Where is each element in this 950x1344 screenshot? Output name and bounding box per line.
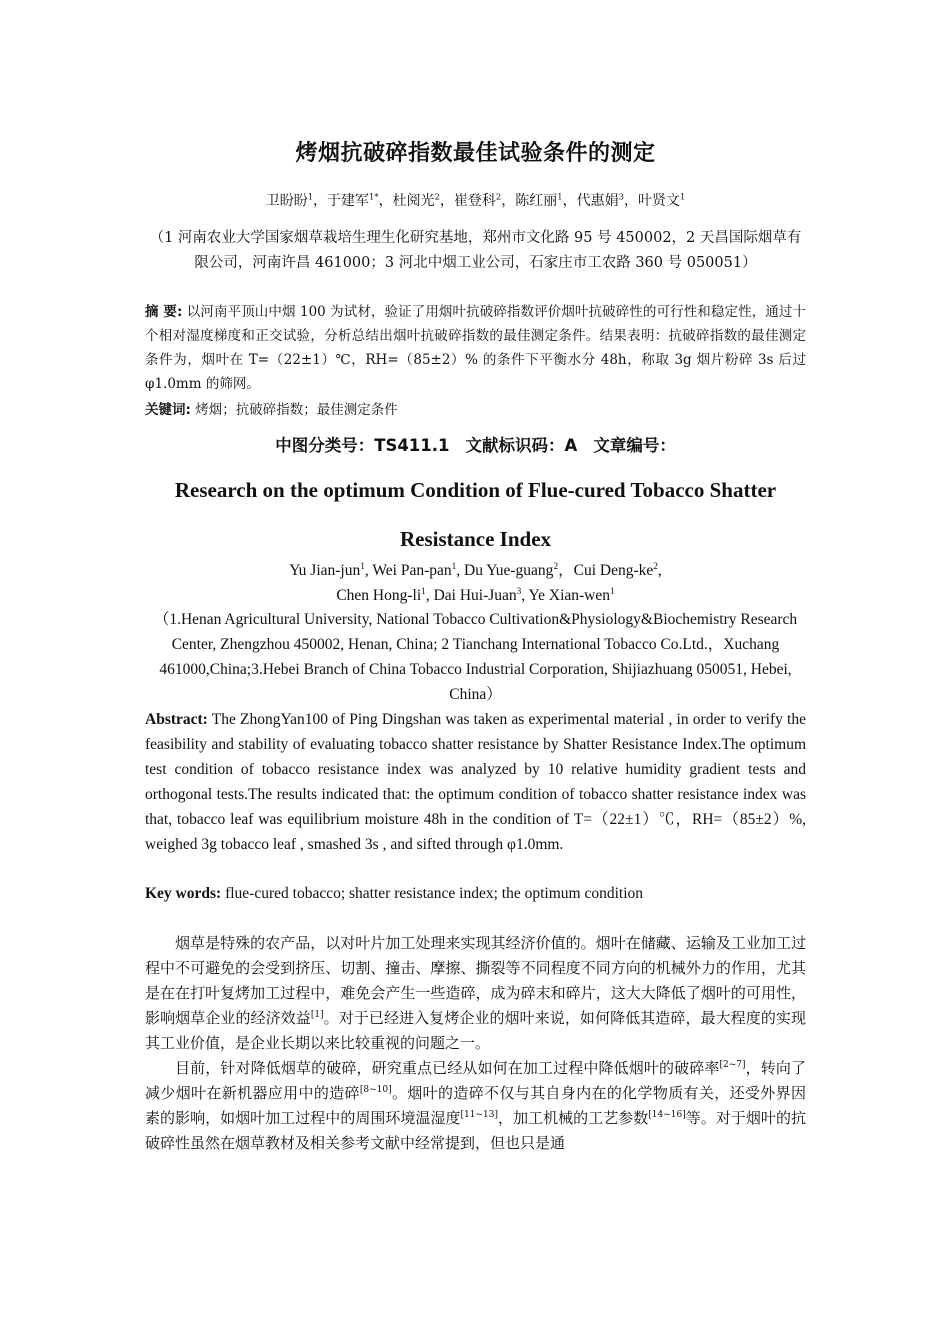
author-separator: ， [439,193,454,209]
keywords-text: 烤烟；抗破碎指数；最佳测定条件 [190,402,398,418]
body-text [145,931,806,1156]
author-affiliation-mark: 1 [610,586,615,597]
author-affiliation-mark: 3 [618,191,624,202]
abstract-english [145,707,806,857]
authors-chinese [145,190,806,210]
abstract-label: 摘 要: [145,304,183,320]
author-affiliation-mark: 1 [451,561,457,572]
abstract-en-label: Abstract: [145,711,208,728]
author-name: Dai Hui-Juan [433,587,517,604]
author-separator: ， [623,193,638,209]
keywords-en-text: flue-cured tobacco; shatter resistance index; the optimum condition [221,885,644,902]
document-code: 文献标识码：A [465,436,578,455]
abstract-en-text: The ZhongYan100 of Ping Dingshan was taken as experimental material , in order to verify the feasibility and stability of evaluating tobacco shatter resistance by Shatter Resistance Index.The optimum test condition of tobacco resistance index was analyzed by 10 relative humidity gradient tests and orthogonal tests.The results indicated that: the optimum condition of tobacco shatter resistance index was that, tobacco leaf was equilibrium moisture 48h in the condition of T=（22±1）℃，RH=（85±2）%, weighed 3g tobacco leaf , smashed 3s , and sifted through φ1.0mm. [145,711,806,853]
authors-english-line-1 [145,558,806,583]
author-affiliation-mark: 2 [495,191,502,202]
author-name: Yu Jian-jun [289,562,361,579]
author-separator: ， [313,193,328,209]
author-affiliation-mark: 1 [557,191,563,202]
paragraph-2: 目前，针对降低烟草的破碎，研究重点已经从如何在加工过程中降低烟叶的破碎率[2~7]，转向了减少烟叶在新机器应用中的造碎[8~10]。烟叶的造碎不仅与其自身内在的化学物质有关，还受外界因素的影响，如烟叶加工过程中的周围环境温湿度[11~13]，加工机械的工艺参数[14~16]等。对于烟叶的抗破碎性虽然在烟草教材及相关参考文献中经常提到，但也只是通 [145,1059,806,1152]
author-separator: , [425,587,434,604]
paragraph-1: 烟草是特殊的农产品，以对叶片加工处理来实现其经济价值的。烟叶在储藏、运输及工业加工过程中不可避免的会受到挤压、切割、撞击、摩擦、撕裂等不同程度不同方向的机械外力的作用，尤其是在在打叶复烤加工过程中，难免会产生一些造碎，成为碎末和碎片，这大大降低了烟叶的可用性，影响烟草企业的经济效益[1]。对于已经进入复烤企业的烟叶来说，如何降低其造碎，最大程度的实现其工业价值，是企业长期以来比较重视的问题之一。 [145,934,806,1052]
author-name: 于建军 [327,193,370,209]
author-affiliation-mark: 1 [679,191,686,202]
author-affiliation-mark: 3 [516,586,522,597]
author-affiliation-mark: 1 [360,561,365,572]
citation: [8~10] [359,1085,392,1095]
author-separator: , [657,562,662,579]
author-name: Du Yue-guang [464,562,554,579]
author-name: Cui Deng-ke [573,562,654,579]
abstract-chinese [145,300,806,396]
title-chinese: 烤烟抗破碎指数最佳试验条件的测定 [295,141,656,166]
author-separator: , [364,562,373,579]
authors-english [145,558,806,608]
author-name: Wei Pan-pan [372,562,452,579]
affiliation-english: （1.Henan Agricultural University, National Tobacco Cultivation&Physiology&Biochemistry Research Center, Zhengzhou 450002, Henan, China; 2 Tianchang International Tobacco Co.Ltd.，Xuchang 461000,China;3.Hebei Branch of China Tobacco Industrial Corporation, Shijiazhuang 050051, Hebei, China） [153,611,798,703]
author-separator: ， [378,193,393,209]
abstract-text: 以河南平顶山中烟 100 为试材，验证了用烟叶抗破碎指数评价烟叶抗破碎性的可行性和稳定性，通过十个相对湿度梯度和正交试验，分析总结出烟叶抗破碎指数的最佳测定条件。结果表明：抗破碎指数的最佳测定条件为，烟叶在 T=（22±1）℃，RH=（85±2）% 的条件下平衡水分 48h，称取 3g 烟片粉碎 3s 后过 φ1.0mm 的筛网。 [145,304,806,392]
author-name: Chen Hong-li [336,587,422,604]
authors-english-line-2 [145,583,806,608]
citation: [1] [310,1010,324,1020]
author-name: 代惠娟 [576,193,619,209]
author-affiliation-mark: 1 [421,586,426,597]
author-name: 卫盼盼 [265,193,308,209]
author-name: 陈红丽 [515,193,558,209]
title-english: Research on the optimum Condition of Flue-cured Tobacco Shatter Resistance Index [174,478,777,551]
author-name: 崔登科 [453,193,496,209]
citation: [2~7] [719,1060,746,1070]
author-separator: ， [501,193,516,209]
author-affiliation-mark: 2 [653,561,658,572]
author-separator: ， [562,193,577,209]
author-affiliation-mark: 2 [434,191,440,202]
author-separator: , [521,587,529,604]
author-affiliation-mark: 1* [369,191,379,202]
author-affiliation-mark: 2 [553,561,559,572]
classification-line [145,432,806,456]
citation: [11~13] [460,1110,499,1120]
author-separator: , [456,562,465,579]
keywords-label: 关键词: [145,402,191,418]
affiliation-chinese: （1 河南农业大学国家烟草栽培生理生化研究基地，郑州市文化路 95 号 450002，2 天昌国际烟草有限公司，河南许昌 461000；3 河北中烟工业公司，石家庄市工农路 360 号 050051） [149,230,802,271]
clc-number: 中图分类号：TS411.1 [275,436,450,455]
keywords-chinese [145,398,806,422]
author-name: 杜阅光 [392,193,435,209]
author-separator: ， [558,562,574,579]
author-name: Ye Xian-wen [528,587,610,604]
keywords-en-label: Key words: [145,885,222,902]
article-number: 文章编号： [593,436,676,455]
author-affiliation-mark: 1 [307,191,314,202]
citation: [14~16] [648,1110,686,1120]
keywords-english [145,881,806,906]
author-name: 叶贤文 [637,193,680,209]
